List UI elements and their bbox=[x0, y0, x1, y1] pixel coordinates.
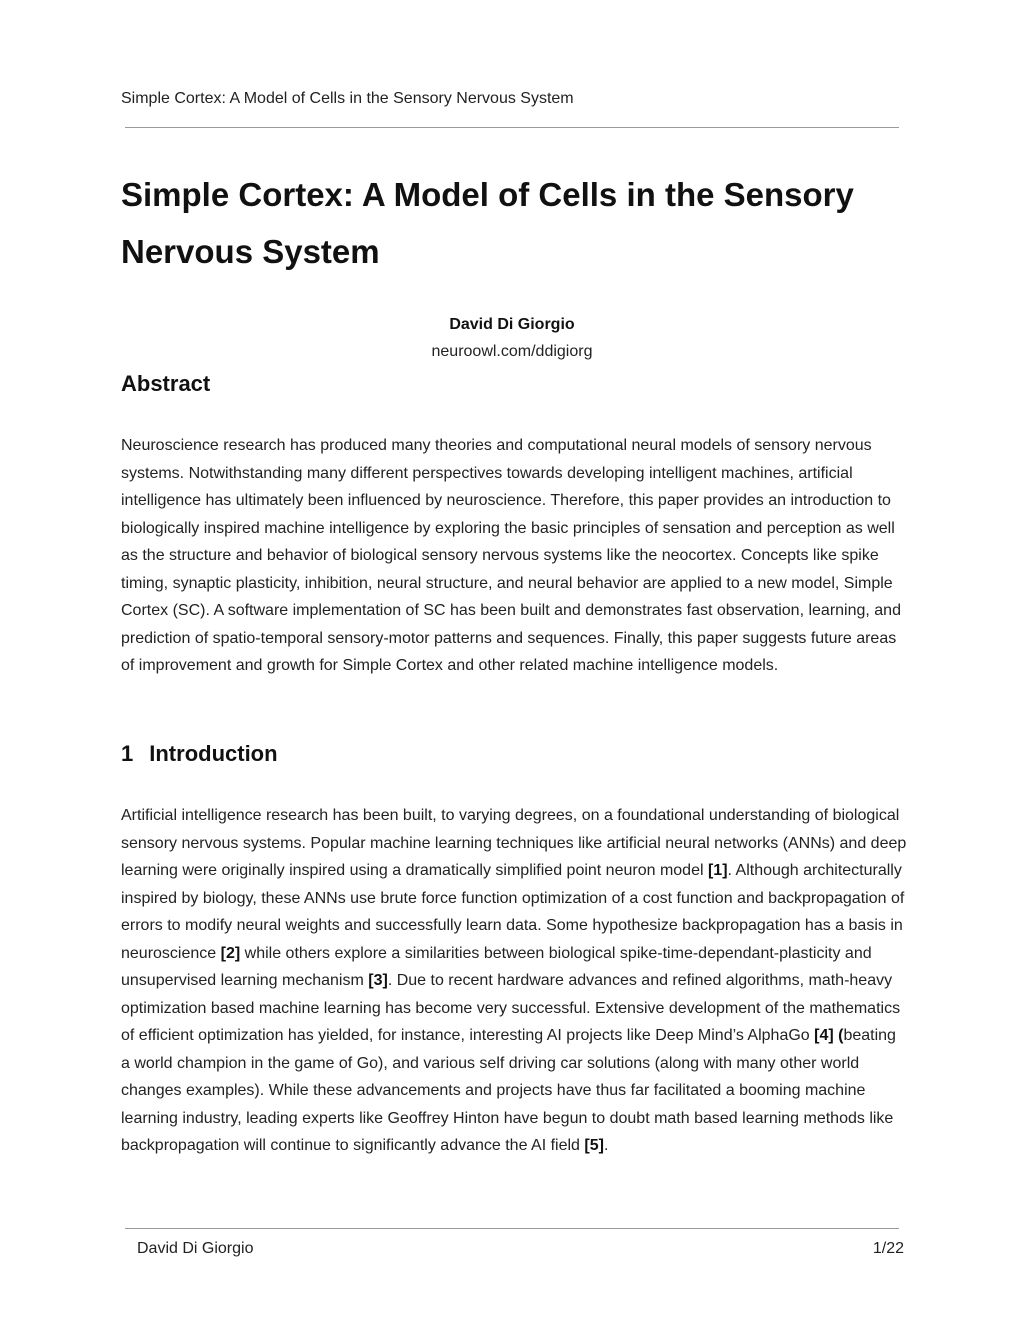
author-name: David Di Giorgio bbox=[449, 316, 575, 333]
running-header: Simple Cortex: A Model of Cells in the Sensory Nervous System bbox=[121, 90, 574, 107]
paper-title: Simple Cortex: A Model of Cells in the Sensory Nervous System bbox=[121, 176, 854, 270]
author-website: neuroowl.com/ddigiorg bbox=[431, 343, 593, 360]
intro-text-segment: beating a world champion in the game of Go), and various self driving car solutions (along with many other world changes examples). While these advancements and projects have thus far facilitated a booming machine learning industry, leading experts like Geoffrey Hinton have begun to doubt math based learning methods like backpropagation will continue to significantly advance the AI field bbox=[121, 1027, 896, 1154]
introduction-paragraph bbox=[121, 802, 907, 1160]
header-divider bbox=[125, 127, 899, 128]
intro-text-segment: . Although architecturally inspired by biology, these ANNs use brute force function optimization of a cost function and backpropagation of errors to modify neural weights and successfully learn data. Some hypothesize backpropagation has a basis in neuroscience bbox=[121, 862, 905, 962]
footer-author: David Di Giorgio bbox=[137, 1240, 254, 1257]
citation-5: [5] bbox=[584, 1137, 604, 1154]
introduction-heading bbox=[121, 740, 278, 768]
intro-text-segment: Artificial intelligence research has been built, to varying degrees, on a foundational understanding of biological sensory nervous systems. Popular machine learning techniques like artificial neural networks (ANNs) and deep learning were originally inspired using a dramatically simplified point neuron model bbox=[121, 807, 907, 879]
abstract-heading: Abstract bbox=[121, 371, 211, 396]
section-title: Introduction bbox=[149, 741, 278, 766]
author-block bbox=[312, 312, 712, 366]
citation-3: [3] bbox=[368, 972, 388, 989]
intro-text-segment: . bbox=[603, 1137, 609, 1154]
intro-text-segment: . Due to recent hardware advances and refined algorithms, math-heavy optimization based machine learning has become very successful. Extensive development of the mathematics of efficient optimization has yielded, for instance, interesting AI projects like Deep Mind’s AlphaGo bbox=[121, 972, 901, 1044]
page-number: 1/22 bbox=[872, 1240, 904, 1257]
citation-2: [2] bbox=[220, 944, 241, 962]
intro-text-segment: while others explore a similarities between biological spike-time-dependant-plasticity and unsupervised learning mechanism bbox=[121, 944, 872, 989]
footer-divider bbox=[125, 1228, 899, 1229]
citation-1: [1] bbox=[707, 862, 728, 879]
abstract-paragraph: Neuroscience research has produced many theories and computational neural models of sensory nervous systems. Notwithstanding many different perspectives towards developing intelligent machines, artificial intelligence has ultimately been influenced by neuroscience. Therefore, this paper provides an introduction to biologically inspired machine intelligence by exploring the basic principles of sensation and perception as well as the structure and behavior of biological sensory nervous systems like the neocortex. Concepts like spike timing, synaptic plasticity, inhibition, neural structure, and neural behavior are applied to a new model, Simple Cortex (SC). A software implementation of SC has been built and demonstrates fast observation, learning, and prediction of spatio-temporal sensory-motor patterns and sequences. Finally, this paper suggests future areas of improvement and growth for Simple Cortex and other related machine intelligence models. bbox=[121, 437, 901, 674]
citation-4: [4] ( bbox=[814, 1027, 844, 1044]
section-number: 1 bbox=[121, 741, 134, 766]
